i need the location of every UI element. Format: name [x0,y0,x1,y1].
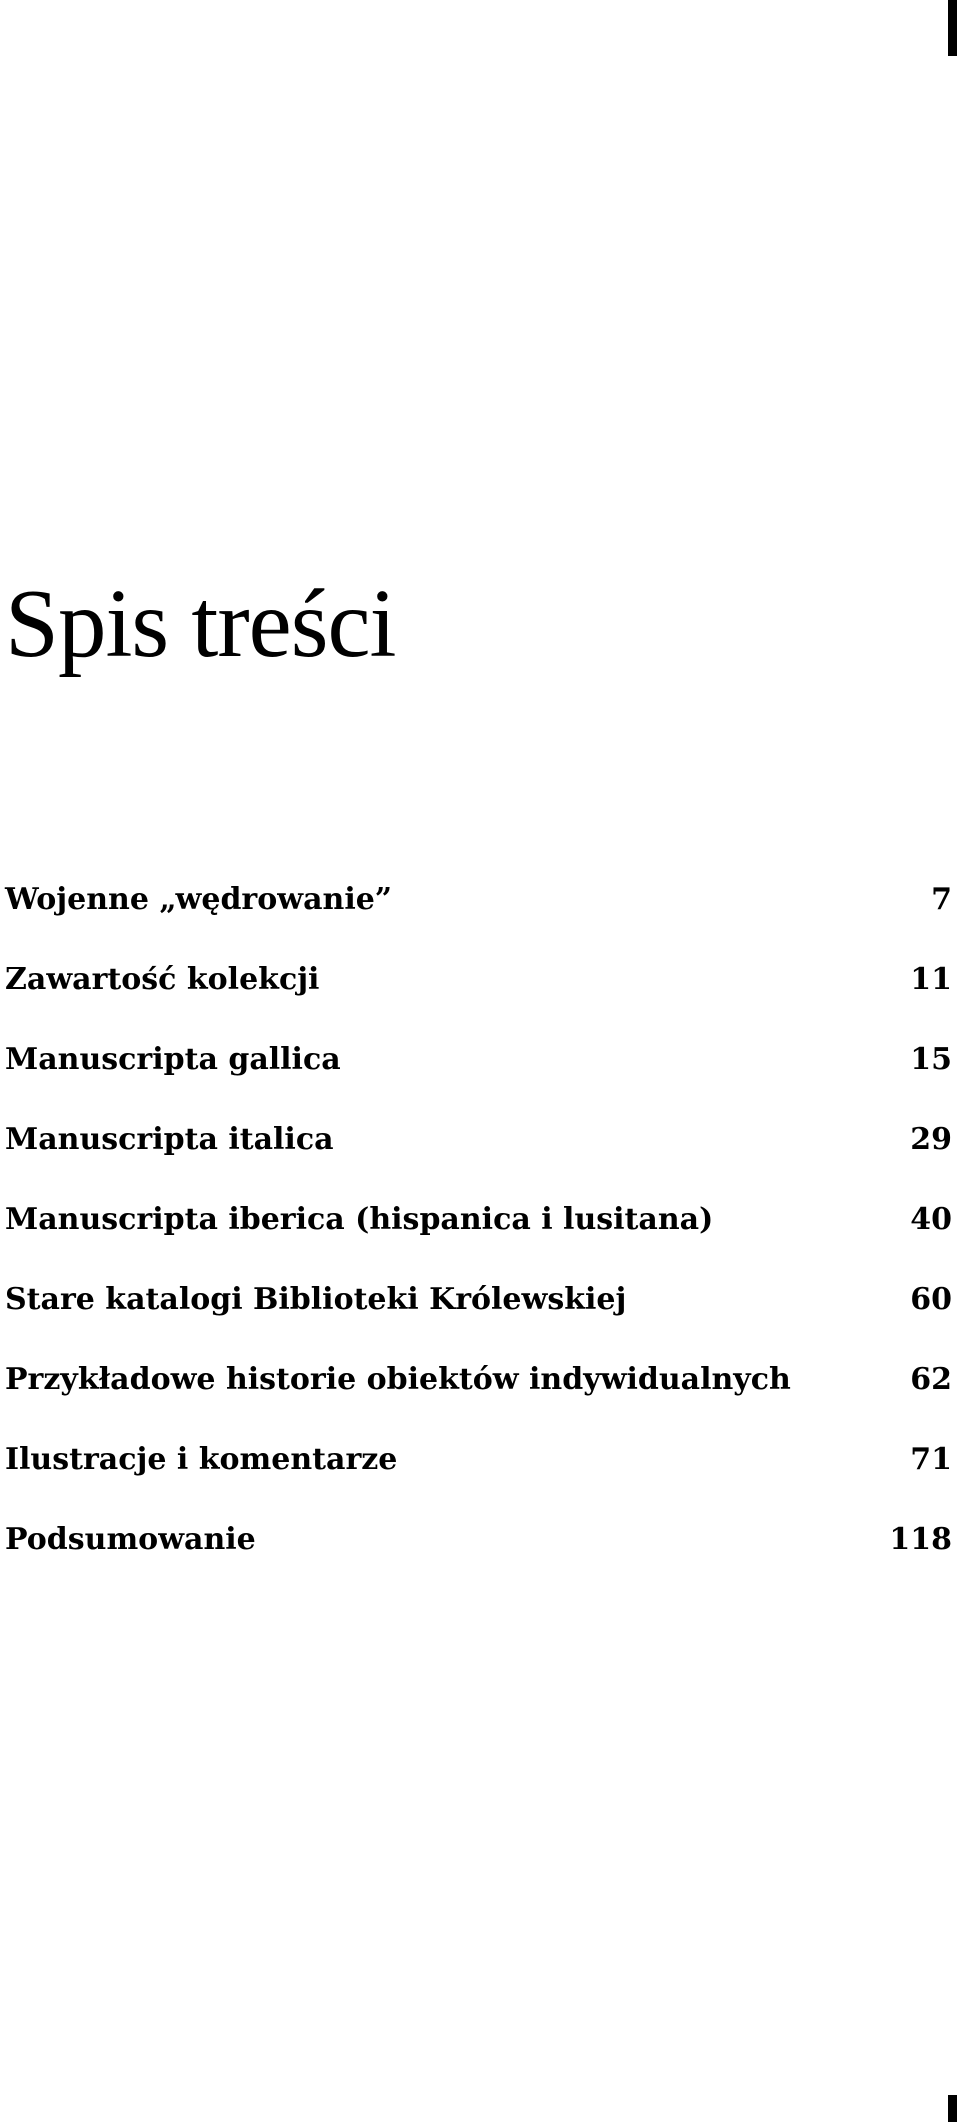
toc-entry-page: 71 [910,1442,952,1477]
toc-entry-title: Manuscripta gallica [5,1042,341,1077]
page-title: Spis treści [5,570,396,677]
table-of-contents [5,872,952,1592]
toc-entry[interactable] [5,1432,952,1512]
toc-entry[interactable] [5,1272,952,1352]
toc-entry-page: 15 [910,1042,952,1077]
toc-entry-title: Ilustracje i komentarze [5,1442,398,1477]
toc-entry-title: Manuscripta iberica (hispanica i lusitana) [5,1202,714,1237]
toc-entry-page: 60 [910,1282,952,1317]
toc-entry-page: 29 [910,1122,952,1157]
toc-entry-title: Manuscripta italica [5,1122,334,1157]
toc-entry-page: 7 [931,882,952,917]
toc-entry-title: Podsumowanie [5,1522,256,1557]
toc-entry[interactable] [5,952,952,1032]
toc-entry[interactable] [5,1112,952,1192]
toc-entry-page: 40 [910,1202,952,1237]
toc-entry[interactable] [5,872,952,952]
toc-entry-page: 11 [910,962,952,997]
toc-entry[interactable] [5,1192,952,1272]
toc-entry-page: 118 [889,1522,952,1557]
crop-mark-top [948,0,957,56]
toc-entry-title: Stare katalogi Biblioteki Królewskiej [5,1282,627,1317]
toc-entry-title: Wojenne „wędrowanie” [5,882,393,917]
toc-entry-title: Zawartość kolekcji [5,962,320,997]
toc-entry[interactable] [5,1352,952,1432]
toc-entry-title: Przykładowe historie obiektów indywidualnych [5,1362,791,1397]
crop-mark-bottom [948,2095,957,2122]
toc-entry[interactable] [5,1512,952,1592]
toc-entry[interactable] [5,1032,952,1112]
toc-entry-page: 62 [910,1362,952,1397]
